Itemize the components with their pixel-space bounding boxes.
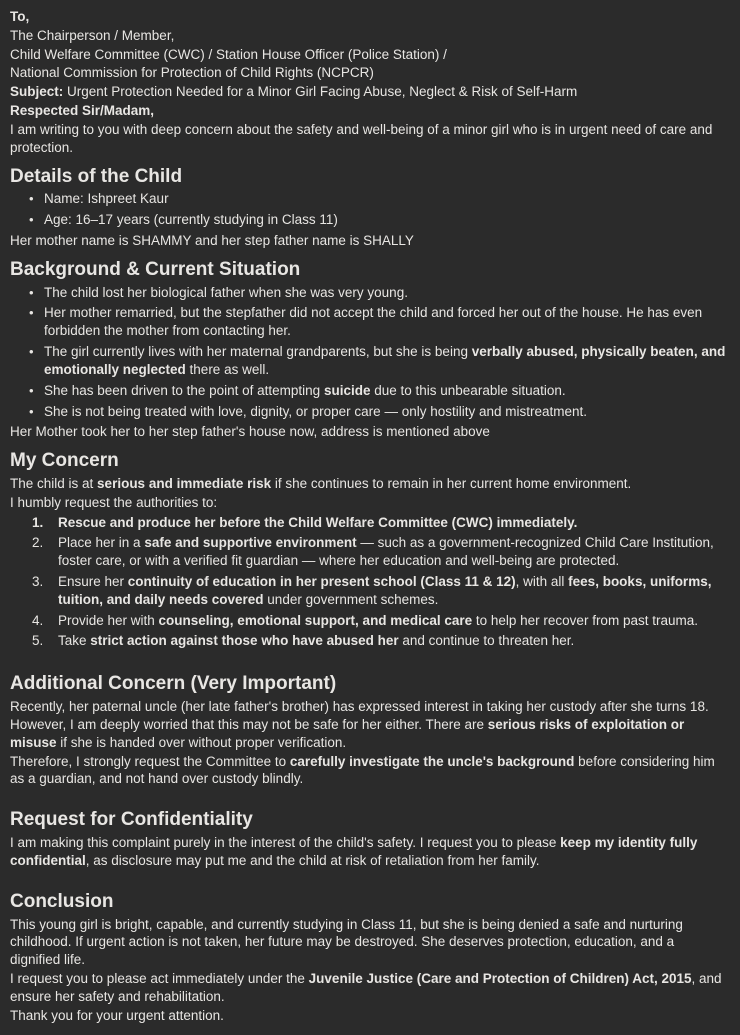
text-run: before considering him as a guardian, and not hand over custody blindly. [10,753,715,787]
text-run: under government schemes. [263,591,439,607]
emphasis-text: safe and supportive environment [144,535,357,551]
paragraph [10,753,728,789]
salutation: Respected Sir/Madam, [10,103,155,119]
section-heading-background: Background & Current Situation [10,258,301,280]
details-list [10,190,728,229]
spacer [10,871,728,882]
text-run: I request you to please act immediately under the [10,970,309,986]
text-run: — such as a government-recognized Child Care Institution, foster care, or with a verified fit guardian — where her education and well-being are protected. [58,535,714,569]
text-run: The child lost her biological father when she was very young. [44,284,408,300]
text-run: Provide her with [58,612,159,628]
paragraph [10,698,728,751]
text-run: She is not being treated with love, dignity, or proper care — only hostility and mistreatment. [44,403,588,419]
concern-request-line: I humbly request the authorities to: [10,494,218,510]
list-item: • Name: Ishpreet Kaur [44,190,728,208]
text-run: and continue to threaten her. [398,633,575,649]
text-run: , and ensure her safety and rehabilitation. [10,970,722,1004]
paragraph [10,970,728,1006]
subject-label: Subject: [10,84,64,100]
additional-paragraphs [10,698,728,788]
text-run: , as disclosure may put me and the child at risk of retaliation from her family. [85,852,540,868]
concern-lead [10,475,728,493]
paragraph [10,1007,728,1025]
emphasis-text: counseling, emotional support, and medical care [158,612,473,628]
list-item [10,573,728,609]
to-label: To, [10,9,30,24]
text-run: Take [58,633,91,649]
text-run: to help her recover from past trauma. [472,612,698,628]
subject-line [10,83,728,101]
recipient-line-2: Child Welfare Committee (CWC) / Station House Officer (Police Station) / [10,46,447,62]
emphasis-text: suicide [323,382,371,398]
list-item: • Age: 16–17 years (currently studying in Class 11) [44,211,728,229]
emphasis-text: serious risks of exploitation or misuse [10,716,685,750]
list-item [44,284,728,302]
text-run: The girl currently lives with her maternal grandparents, but she is being [44,344,472,360]
emphasis-text: carefully investigate the uncle's background [289,753,575,769]
list-item [44,382,728,400]
emphasis-text: Juvenile Justice (Care and Protection of Children) Act, 2015 [308,970,692,986]
list-item [44,403,728,421]
text-run: , with all [515,574,569,590]
emphasis-text: fees, books, uniforms, tuition, and daily needs covered [58,574,712,607]
details-note: Her mother name is SHAMMY and her step father name is SHALLY [10,232,414,248]
emphasis-text: strict action against those who have abused her [90,633,399,649]
section-heading-concern: My Concern [10,450,119,472]
spacer [10,789,728,800]
text-run: Her mother remarried, but the stepfather did not accept the child and forced her out of the house. He has even forbidden the mother from contacting her. [44,305,703,339]
list-item [44,343,728,379]
text-run: Ensure her [58,574,128,590]
emphasis-text: keep my identity fully confidential [10,835,698,868]
text-run: This young girl is bright, capable, and currently studying in Class 11, but she is being denied a safe and nurturing childhood. If urgent action is not taken, her future may be destroyed. She deserves protection, education, and a dignified life. [10,916,683,968]
list-item [10,632,728,650]
paragraph [10,834,728,870]
text-run: Thank you for your urgent attention. [10,1007,224,1023]
conclusion-paragraphs [10,916,728,1025]
intro-paragraph: I am writing to you with deep concern about the safety and well-being of a minor girl who is in urgent need of care and protection. [10,121,713,155]
list-item [10,612,728,630]
emphasis-text: continuity of education in her present school (Class 11 & 12) [127,574,516,590]
section-heading-details: Details of the Child [10,165,183,187]
text-run: The child is at [10,475,98,491]
text-run: due to this unbearable situation. [370,382,566,398]
subject-text: Urgent Protection Needed for a Minor Girl Facing Abuse, Neglect & Risk of Self-Harm [67,84,578,100]
text-run: I am making this complaint purely in the interest of the child's safety. I request you to please [10,835,561,851]
text-run: if she is handed over without proper verification. [56,734,347,750]
list-item [44,304,728,340]
recipient-line-3: National Commission for Protection of Child Rights (NCPCR) [10,65,374,81]
list-item [10,514,728,532]
emphasis-text: Rescue and produce her before the Child Welfare Committee (CWC) immediately. [58,514,578,530]
confidentiality-paragraphs [10,834,728,870]
letter-header [10,8,728,157]
section-heading-additional: Additional Concern (Very Important) [10,673,337,695]
text-run: there as well. [185,361,270,377]
emphasis-text: serious and immediate risk [97,475,272,491]
list-item [10,534,728,570]
requests-list [10,514,728,651]
section-heading-confidentiality: Request for Confidentiality [10,809,253,831]
background-list [10,284,728,421]
text-run: Recently, her paternal uncle (her late father's brother) has expressed interest in taking her custody after she turns 18. However, I am deeply worried that this may not be safe for her either. There are [10,699,709,732]
spacer [10,653,728,664]
text-run: Place her in a [58,535,145,551]
section-heading-conclusion: Conclusion [10,890,114,912]
paragraph [10,916,728,969]
text-run: if she continues to remain in her current home environment. [271,475,632,491]
emphasis-text: verbally abused, physically beaten, and emotionally neglected [44,344,726,377]
text-run: She has been driven to the point of attempting [44,382,324,398]
background-note: Her Mother took her to her step father's house now, address is mentioned above [10,424,490,440]
recipient-line-1: The Chairperson / Member, [10,27,175,43]
text-run: Therefore, I strongly request the Committee to [10,753,290,769]
